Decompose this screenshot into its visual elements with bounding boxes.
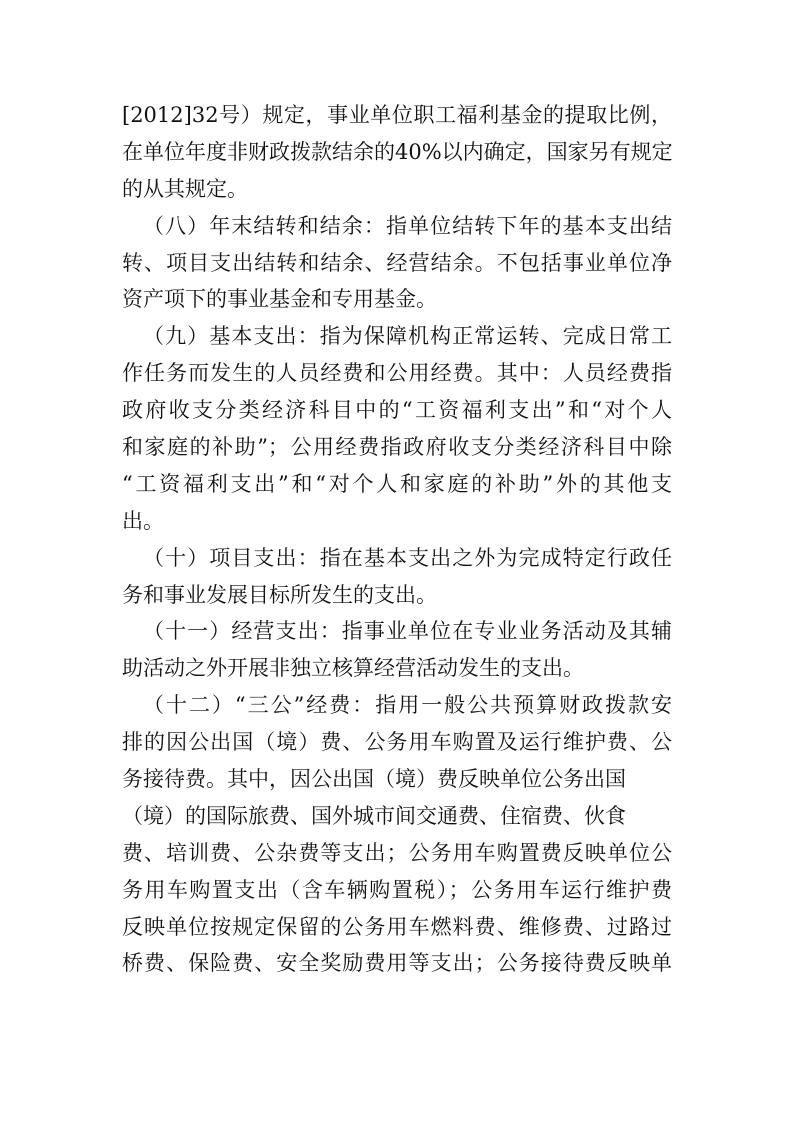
body-text: [122, 97, 672, 982]
text-line: 桥费、保险费、安全奖励费用等支出；公务接待费反映单: [122, 951, 672, 976]
text-line: 助活动之外开展非独立核算经营活动发生的支出。: [122, 656, 584, 681]
text-line: 排的因公出国（境）费、公务用车购置及运行维护费、公: [122, 730, 672, 755]
text-line: [2012]32号）规定，事业单位职工福利基金的提取比例，: [122, 103, 672, 127]
text-line: “工资福利支出”和“对个人和家庭的补助”外的其他支: [122, 471, 672, 496]
text-line: 费、培训费、公杂费等支出；公务用车购置费反映单位公: [122, 840, 672, 865]
text-line: （十一）经营支出：指事业单位在专业业务活动及其辅: [143, 619, 672, 644]
text-line: （八）年末结转和结余：指单位结转下年的基本支出结: [143, 213, 672, 238]
text-line: 的从其规定。: [122, 176, 248, 201]
text-line: 务用车购置支出（含车辆购置税）；公务用车运行维护费: [122, 877, 672, 902]
text-line: （十）项目支出：指在基本支出之外为完成特定行政任: [143, 545, 672, 570]
text-line: 资产项下的事业基金和专用基金。: [122, 287, 437, 312]
text-line: 反映单位按规定保留的公务用车燃料费、维修费、过路过: [122, 914, 672, 939]
text-line: 和家庭的补助”；公用经费指政府收支分类经济科目中除: [122, 435, 672, 460]
text-line: 出。: [122, 508, 164, 533]
text-line: 作任务而发生的人员经费和公用经费。其中：人员经费指: [122, 361, 672, 386]
text-line: （十二）“三公”经费：指用一般公共预算财政拨款安: [143, 693, 672, 718]
text-line: （境）的国际旅费、国外城市间交通费、住宿费、伙食: [122, 803, 626, 828]
text-line: （九）基本支出：指为保障机构正常运转、完成日常工: [143, 324, 672, 349]
text-line: 政府收支分类经济科目中的“工资福利支出”和“对个人: [122, 398, 672, 423]
text-line: 务和事业发展目标所发生的支出。: [122, 582, 437, 607]
text-line: 务接待费。其中，因公出国（境）费反映单位公务出国: [122, 767, 626, 792]
text-line: 转、项目支出结转和结余、经营结余。不包括事业单位净: [122, 250, 672, 275]
text-line: 在单位年度非财政拨款结余的40%以内确定，国家另有规定: [122, 139, 673, 164]
